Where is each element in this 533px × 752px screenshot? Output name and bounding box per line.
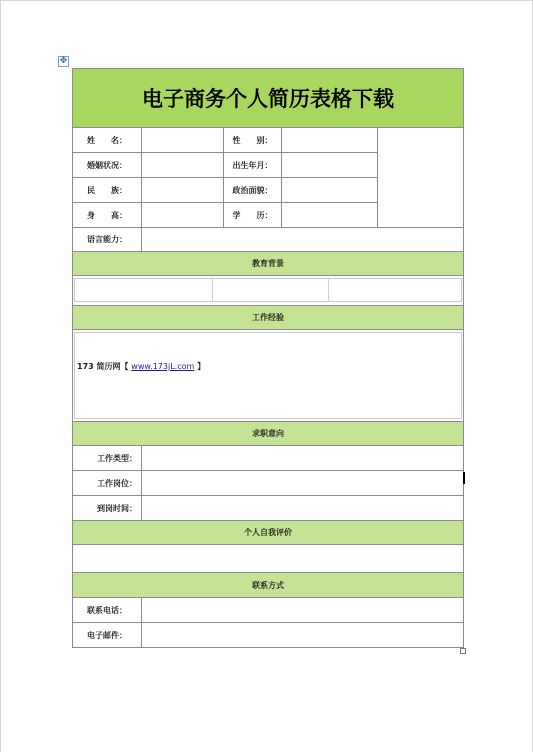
education-col-divider-1 (212, 278, 213, 302)
title-cell (72, 68, 464, 128)
education-col-divider-2 (328, 278, 329, 302)
arrival-input-cell[interactable] (141, 495, 464, 521)
gender-label-cell (223, 127, 282, 153)
position-label-cell (72, 470, 142, 496)
marital-label-cell (72, 152, 142, 178)
job-type-label-cell (72, 445, 142, 471)
marital-input-cell[interactable] (141, 152, 224, 178)
photo-cell[interactable] (377, 127, 464, 228)
work-content-cell[interactable] (72, 329, 464, 422)
gender-input-cell[interactable] (281, 127, 378, 153)
email-label-cell (72, 622, 142, 648)
education-inner-table (74, 278, 462, 302)
table-move-handle-icon[interactable]: ✥ (59, 56, 68, 66)
arrival-label: 到岗时间： (97, 503, 137, 513)
contact-section-header (72, 572, 464, 598)
gender-label: 性 别： (232, 135, 273, 145)
height-label-cell (72, 202, 142, 228)
self-eval-content-cell[interactable] (72, 544, 464, 573)
job-type-input-cell[interactable] (141, 445, 464, 471)
page-top-border (0, 0, 533, 1)
phone-label-cell (72, 597, 142, 623)
birth-label: 出生年月： (232, 160, 273, 170)
position-label: 工作岗位： (97, 478, 137, 488)
ethnicity-label: 民 族： (87, 185, 127, 195)
birth-input-cell[interactable] (281, 152, 378, 178)
language-label: 语言能力： (87, 235, 127, 244)
intention-section-header (72, 421, 464, 446)
page-left-border (0, 0, 1, 752)
political-label-cell (223, 177, 282, 203)
height-label: 身 高： (87, 210, 127, 220)
page-title: 电子商务个人简历表格下载 (142, 87, 394, 111)
name-label: 姓 名： (87, 135, 127, 145)
political-label: 政治面貌： (232, 185, 273, 195)
ethnicity-input-cell[interactable] (141, 177, 224, 203)
email-label: 电子邮件： (87, 630, 127, 640)
job-type-label: 工作类型： (97, 453, 137, 463)
text-cursor (463, 472, 465, 484)
work-section-title: 工作经验 (252, 313, 284, 322)
height-input-cell[interactable] (141, 202, 224, 228)
education-input-cell[interactable] (281, 202, 378, 228)
site-link[interactable]: www.173jL.com (131, 362, 195, 371)
self-eval-section-header (72, 520, 464, 545)
name-input-cell[interactable] (141, 127, 224, 153)
education-content-cell[interactable] (72, 275, 464, 306)
marital-label: 婚姻状况： (87, 160, 127, 170)
intention-section-title: 求职意向 (252, 429, 284, 438)
language-label-cell (72, 227, 142, 252)
phone-input-cell[interactable] (141, 597, 464, 623)
language-input-cell[interactable] (141, 227, 464, 252)
arrival-label-cell (72, 495, 142, 521)
political-input-cell[interactable] (281, 177, 378, 203)
position-input-cell[interactable] (141, 470, 464, 496)
self-eval-section-title: 个人自我评价 (244, 528, 292, 537)
work-inner-box (74, 332, 462, 419)
work-section-header (72, 305, 464, 330)
education-label: 学 历： (232, 210, 273, 220)
ethnicity-label-cell (72, 177, 142, 203)
contact-section-title: 联系方式 (252, 580, 284, 590)
education-section-header (72, 251, 464, 276)
site-prefix: 173 简历网【 (77, 362, 129, 371)
name-label-cell (72, 127, 142, 153)
site-suffix: 】 (197, 362, 206, 371)
table-resize-handle-icon[interactable] (460, 648, 466, 654)
email-input-cell[interactable] (141, 622, 464, 648)
education-label-cell (223, 202, 282, 228)
education-section-title: 教育背景 (252, 259, 284, 268)
work-text (77, 361, 205, 372)
birth-label-cell (223, 152, 282, 178)
phone-label: 联系电话： (87, 605, 127, 615)
